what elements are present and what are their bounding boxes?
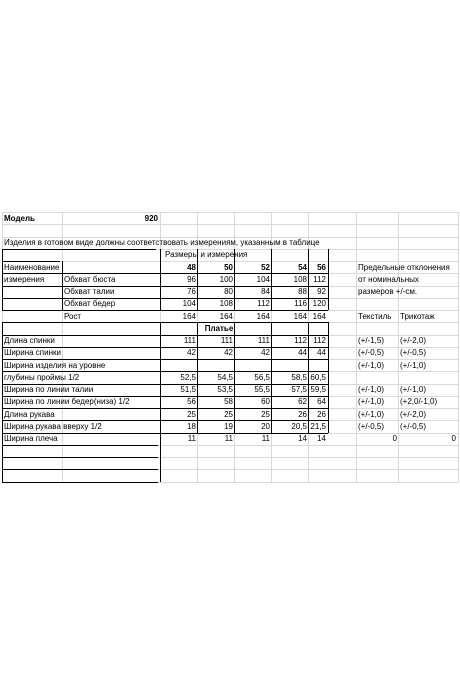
tolerance-header-line2: от номинальных: [358, 274, 419, 284]
knit-tolerance: (+/-0,5): [400, 421, 427, 431]
table-border: [2, 469, 158, 470]
tolerance-header-line3: размеров +/-см.: [358, 287, 418, 296]
textile-tolerance: (+/-0,5): [358, 421, 385, 431]
textile-tolerance: 0: [392, 434, 397, 443]
textile-tolerance: (+/-1,5): [358, 336, 385, 345]
table-border: [2, 433, 3, 482]
knit-tolerance: (+/-1,0): [400, 385, 427, 394]
garment-row-name: Длина рукава: [4, 409, 55, 419]
body-measurement-value: 76: [187, 287, 196, 296]
garment-row-value: 26: [317, 409, 326, 419]
table-border: [2, 322, 3, 432]
garment-row-value: 52,5: [180, 372, 196, 382]
section-title: Платье: [204, 323, 234, 333]
garment-row-name: Ширина рукава вверху 1/2: [4, 421, 102, 431]
header-name-line2: измерения: [4, 274, 45, 284]
grid-row-line: [2, 224, 458, 225]
body-measurement-value: 120: [312, 299, 326, 309]
body-measurement-value: 164: [219, 311, 233, 321]
garment-row-value: 60: [261, 397, 270, 407]
garment-row-value: [266, 360, 326, 372]
garment-row-value: 14: [317, 434, 326, 443]
body-measurement-value: 100: [219, 274, 233, 284]
garment-row-value: 58: [224, 397, 233, 407]
body-measurement-value: 164: [312, 311, 326, 321]
knit-tolerance: (+/-1,0): [400, 360, 427, 370]
garment-row-value: 57,5: [291, 385, 307, 394]
garment-row-name: Ширина изделия на уровне: [4, 360, 106, 370]
body-measurement-value: 108: [219, 299, 233, 309]
knit-tolerance: (+/-2,0): [400, 409, 427, 419]
body-measurement-value: 104: [182, 299, 196, 309]
body-measurement-value: 96: [187, 274, 196, 284]
garment-row-value: 54,5: [217, 372, 233, 382]
body-measurement-name: Обхват бюста: [64, 274, 116, 284]
body-measurement-name: Обхват бедер: [64, 299, 116, 309]
garment-row-name: Ширина спинки: [4, 348, 61, 358]
garment-row-value: 20: [261, 421, 270, 431]
garment-row-value: 21,5: [310, 421, 326, 431]
garment-row-value: 55,5: [254, 385, 270, 394]
body-measurement-value: 112: [313, 274, 326, 284]
garment-row-name: Ширина по линии бедер(низа) 1/2: [4, 397, 130, 407]
garment-row-value: 25: [261, 409, 270, 419]
garment-row-value: 20,5: [291, 421, 307, 431]
garment-row-value: 111: [257, 336, 270, 345]
garment-row-value: 26: [298, 409, 307, 419]
garment-row-value: 42: [224, 348, 233, 358]
knit-tolerance: (+/-2,0): [400, 336, 427, 345]
textile-tolerance: (+/-0,5): [358, 348, 385, 358]
tolerance-header-line1: Предельные отклонения: [358, 262, 450, 272]
garment-row-value: 62: [298, 397, 307, 407]
size-header: 50: [224, 262, 233, 272]
garment-row-value: 11: [224, 434, 233, 443]
garment-row-value: 14: [298, 434, 307, 443]
garment-row-value: 111: [183, 336, 196, 345]
body-measurement-value: 164: [293, 311, 307, 321]
grid-col-line: [458, 212, 459, 482]
body-measurement-value: 108: [293, 274, 307, 284]
knit-header: Трикотаж: [400, 311, 435, 321]
garment-row-value: 44: [317, 348, 326, 358]
header-name-line1: Наименование: [4, 262, 60, 272]
garment-row-value: 19: [224, 421, 233, 431]
garment-row-value: 42: [187, 348, 196, 358]
garment-row-value: 64: [317, 397, 326, 407]
body-measurement-value: 80: [224, 287, 233, 296]
size-header: 54: [298, 262, 307, 272]
size-header: 52: [261, 262, 270, 272]
textile-tolerance: (+/-1,0): [358, 385, 385, 394]
garment-row-value: 111: [220, 336, 233, 345]
garment-row-value: 11: [261, 434, 270, 443]
garment-row-value: 58,5: [291, 372, 307, 382]
garment-row-name: Ширина плеча: [4, 434, 58, 443]
garment-row-value: 18: [187, 421, 196, 431]
garment-row-value: 53,5: [217, 385, 233, 394]
garment-row-value: 11: [187, 434, 196, 443]
garment-row-value: 56,5: [254, 372, 270, 382]
body-measurement-value: 92: [317, 287, 326, 296]
garment-row-value: 60,5: [310, 372, 326, 382]
sizes-title: Размеры и измерения: [165, 250, 248, 260]
textile-header: Текстиль: [358, 311, 392, 321]
garment-row-value: 44: [298, 348, 307, 358]
body-measurement-name: Обхват талии: [64, 287, 115, 296]
body-measurement-name: Рост: [64, 311, 82, 321]
body-measurement-value: 164: [256, 311, 270, 321]
garment-row-value: 59,5: [310, 385, 326, 394]
table-border: [328, 322, 329, 432]
textile-tolerance: (+/-1,0): [358, 397, 385, 407]
body-measurement-value: 104: [256, 274, 270, 284]
body-measurement-value: 88: [298, 287, 307, 296]
garment-row-value: 56: [187, 397, 196, 407]
garment-row-value: 42: [261, 348, 270, 358]
garment-row-value: 51,5: [180, 385, 196, 394]
textile-tolerance: (+/-1,0): [358, 360, 385, 370]
knit-tolerance: (+/-0,5): [400, 348, 427, 358]
garment-row-value: 25: [224, 409, 233, 419]
knit-tolerance: (+2,0/-1,0): [400, 397, 438, 407]
garment-row-name: глубины проймы 1/2: [4, 372, 80, 382]
textile-tolerance: (+/-1,0): [358, 409, 385, 419]
grid-row-line: [2, 212, 458, 213]
body-measurement-value: 112: [257, 299, 270, 309]
table-note: Изделия в готовом виде должны соответствовать измерениям, указанным в таблице: [4, 238, 320, 247]
garment-row-value: 25: [187, 409, 196, 419]
garment-row-value: 112: [313, 336, 326, 345]
garment-row-name: Ширина по линии талии: [4, 385, 94, 394]
model-label: Модель: [4, 213, 35, 223]
table-border: [2, 457, 158, 458]
table-border: [328, 249, 329, 310]
knit-tolerance: 0: [451, 434, 456, 443]
size-header: 56: [317, 262, 326, 272]
garment-row-name: Длина спинки: [4, 336, 55, 345]
body-measurement-value: 116: [294, 299, 307, 309]
body-measurement-value: 164: [182, 311, 196, 321]
table-border: [2, 482, 158, 483]
size-header: 48: [187, 262, 196, 272]
model-number: 920: [144, 213, 158, 223]
table-border: [2, 249, 3, 310]
body-measurement-value: 84: [261, 287, 270, 296]
garment-row-value: 112: [294, 336, 307, 345]
